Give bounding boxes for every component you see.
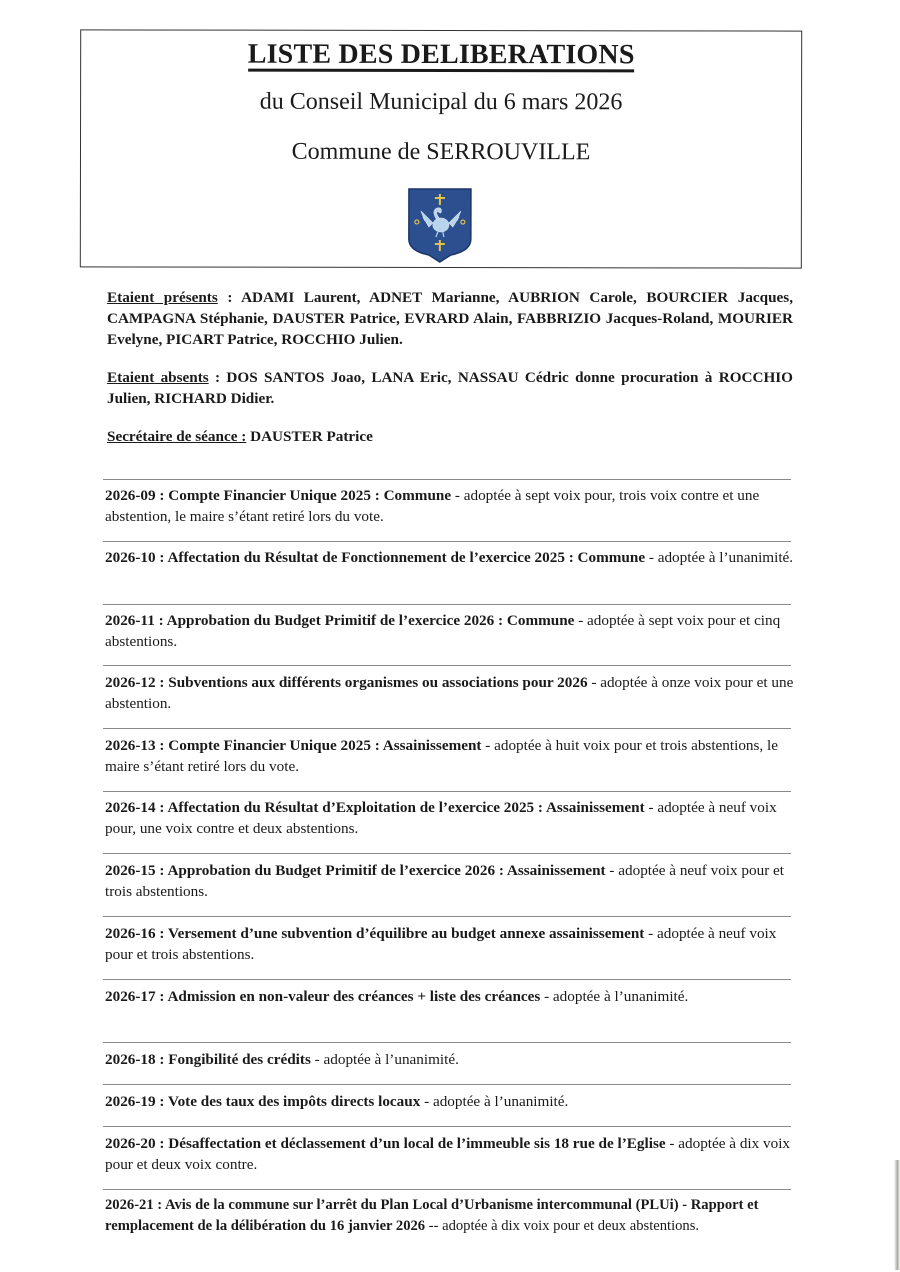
deliberation-item: 2026-12 : Subventions aux différents organismes ou associations pour 2026 - adoptée à onze voix pour et une abstention. — [105, 674, 794, 712]
deliberation-item: 2026-19 : Vote des taux des impôts directs locaux - adoptée à l’unanimité. — [105, 1093, 569, 1110]
document-title: LISTE DES DELIBERATIONS — [81, 38, 801, 73]
divider — [103, 791, 791, 792]
deliberation-item: 2026-17 : Admission en non-valeur des créances + liste des créances - adoptée à l’unanimité. — [105, 988, 689, 1005]
secretaire-name: DAUSTER Patrice — [246, 428, 373, 445]
deliberation-item: 2026-10 : Affectation du Résultat de Fonctionnement de l’exercice 2025 : Commune - adoptée à l’unanimité. — [105, 549, 794, 566]
scan-shadow — [894, 1160, 900, 1270]
deliberation-item: 2026-16 : Versement d’une subvention d’équilibre au budget annexe assainissement - adoptée à neuf voix pour et trois abstentions. — [105, 925, 777, 963]
absents-label: Etaient absents — [107, 369, 209, 386]
divider — [103, 1189, 791, 1190]
commune-name: Commune de SERROUVILLE — [291, 138, 591, 166]
divider — [103, 979, 791, 980]
deliberation-item: 2026-14 : Affectation du Résultat d’Exploitation de l’exercice 2025 : Assainissement - adoptée à neuf voix pour, une voix contre et deux abstentions. — [105, 799, 777, 837]
coat-of-arms-swan-icon — [407, 187, 473, 263]
divider — [103, 479, 791, 480]
divider — [103, 1084, 791, 1085]
divider — [103, 541, 791, 542]
divider — [103, 604, 791, 605]
deliberation-item: 2026-11 : Approbation du Budget Primitif de l’exercice 2026 : Commune - adoptée à sept voix pour et cinq abstentions. — [105, 612, 781, 650]
divider — [103, 665, 791, 666]
divider — [103, 916, 791, 917]
divider — [103, 1126, 791, 1127]
presents-list: ADAMI Laurent, ADNET Marianne, AUBRION Carole, BOURCIER Jacques, CAMPAGNA Stéphanie, DAUSTER Patrice, EVRARD Alain, FABBRIZIO Jacques-Roland, MOURIER Evelyne, PICART Patrice, ROCCHIO Julien. — [107, 289, 793, 348]
council-date: du Conseil Municipal du 6 mars 2026 — [259, 88, 623, 116]
deliberation-item: 2026-13 : Compte Financier Unique 2025 : Assainissement - adoptée à huit voix pour et trois abstentions, le maire s’étant retiré lors du vote. — [105, 737, 778, 775]
presents-label: Etaient présents — [107, 289, 218, 306]
secretaire-label: Secrétaire de séance : — [107, 428, 247, 445]
deliberation-item: 2026-15 : Approbation du Budget Primitif de l’exercice 2026 : Assainissement - adoptée à neuf voix pour et trois abstentions. — [105, 862, 785, 900]
present-members: Etaient présents : ADAMI Laurent, ADNET Marianne, AUBRION Carole, BOURCIER Jacques, CAMPAGNA Stéphanie, DAUSTER Patrice, EVRARD Alain, FABBRIZIO Jacques-Roland, MOURIER Evelyne, PICART Patrice, ROCCHIO Julien. — [107, 289, 793, 348]
divider — [103, 1042, 791, 1043]
deliberation-item: 2026-20 : Désaffectation et déclassement d’un local de l’immeuble sis 18 rue de l’Eglise - adoptée à dix voix pour et deux voix contre. — [105, 1135, 791, 1173]
header-box — [80, 29, 802, 268]
deliberation-item: 2026-21 : Avis de la commune sur l’arrêt du Plan Local d’Urbanisme intercommunal (PLUi) - Rapport et remplacement de la délibération du 16 janvier 2026 -- adoptée à dix voix pour et deux abstentions. — [105, 1197, 759, 1234]
absent-members: Etaient absents : DOS SANTOS Joao, LANA Eric, NASSAU Cédric donne procuration à ROCCHIO Julien, RICHARD Didier. — [107, 369, 793, 407]
deliberation-item: 2026-09 : Compte Financier Unique 2025 : Commune - adoptée à sept voix pour, trois voix contre et une abstention, le maire s’étant retiré lors du vote. — [105, 487, 760, 525]
deliberation-item: 2026-18 : Fongibilité des crédits - adoptée à l’unanimité. — [105, 1051, 459, 1068]
absents-list: DOS SANTOS Joao, LANA Eric, NASSAU Cédric donne procuration à ROCCHIO Julien, RICHARD Didier. — [107, 369, 793, 407]
session-secretary — [107, 426, 793, 447]
divider — [103, 853, 791, 854]
divider — [103, 728, 791, 729]
